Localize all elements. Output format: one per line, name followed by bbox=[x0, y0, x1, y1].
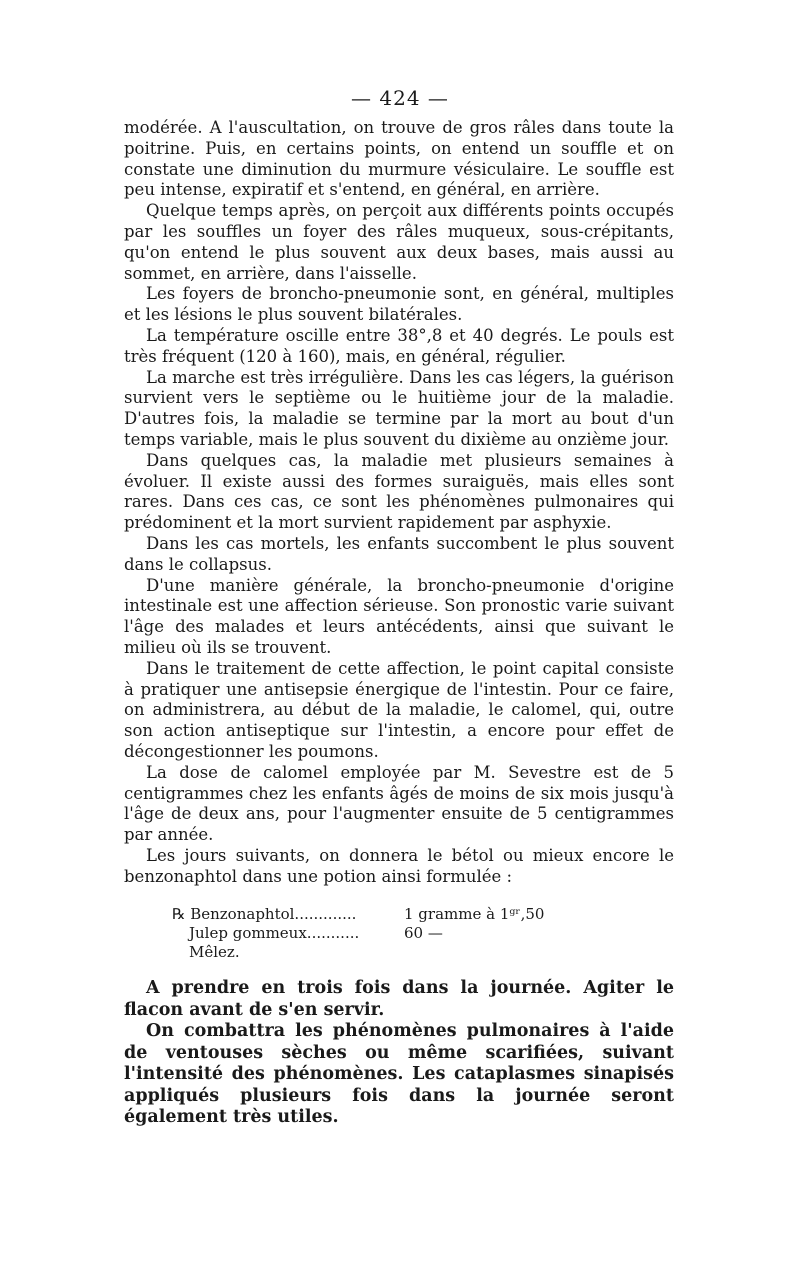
paragraph: A prendre en trois fois dans la journée. Agiter le flacon avant de s'en servir. bbox=[124, 978, 674, 1020]
paragraph: Dans le traitement de cette affection, le point capital consiste à pratiquer une antisepsie énergique de l'intestin. Pour ce faire, on administrera, au début de la maladie, le calomel, qui, outre son action antiseptique sur l'intestin, a encore pour effet de décongestionner les poumons. bbox=[124, 658, 674, 761]
paragraph: La dose de calomel employée par M. Sevestre est de 5 centigrammes chez les enfants âgés de moins de six mois jusqu'à l'âge de deux ans, pour l'augmenter ensuite de 5 centigrammes par année. bbox=[124, 762, 674, 845]
page-number: — 424 — bbox=[351, 86, 449, 110]
prescription-formula bbox=[172, 905, 674, 962]
formula-mix-instruction: Mêlez. bbox=[189, 943, 240, 962]
paragraph: Les foyers de broncho-pneumonie sont, en général, multiples et les lésions le plus souvent bilatérales. bbox=[124, 284, 674, 325]
paragraph: On combattra les phénomènes pulmonaires à l'aide de ventouses sèches ou même scarifiées, suivant l'intensité des phénomènes. Les cataplasmes sinapisés appliqués plusieurs fois dans la journée seront également très utiles. bbox=[124, 1021, 674, 1128]
paragraph: Dans les cas mortels, les enfants succombent le plus souvent dans le collapsus. bbox=[124, 533, 674, 574]
paragraph: La température oscille entre 38°,8 et 40 degrés. Le pouls est très fréquent (120 à 160), mais, en général, régulier. bbox=[124, 325, 674, 366]
paragraph: Quelque temps après, on perçoit aux différents points occupés par les souffles un foyer des râles muqueux, sous-crépitants, qu'on entend le plus souvent aux deux bases, mais aussi au sommet, en arrière, dans l'aisselle. bbox=[124, 201, 674, 283]
formula-row bbox=[172, 905, 674, 924]
formula-quantity: 60 — bbox=[404, 924, 443, 943]
formula-ingredient: Julep gommeux........... bbox=[189, 924, 360, 943]
formula-quantity: 1 gramme à 1ᵍʳ,50 bbox=[404, 905, 545, 924]
formula-ingredient: ℞ Benzonaphtol............. bbox=[172, 905, 357, 924]
body-text bbox=[124, 118, 674, 1129]
paragraph: La marche est très irrégulière. Dans les cas légers, la guérison survient vers le septième ou le huitième jour de la maladie. D'autres fois, la maladie se termine par la mort au bout d'un temps variable, mais le plus souvent du dixième au onzième jour. bbox=[124, 367, 674, 449]
formula-row bbox=[172, 924, 674, 943]
paragraph: modérée. A l'auscultation, on trouve de gros râles dans toute la poitrine. Puis, en certains points, on entend un souffle et on constate une diminution du murmure vésiculaire. Le souffle est peu intense, expiratif et s'entend, en général, en arrière. bbox=[124, 118, 674, 200]
paragraph: Les jours suivants, on donnera le bétol ou mieux encore le benzonaphtol dans une potion ainsi formulée : bbox=[124, 845, 674, 886]
paragraph: Dans quelques cas, la maladie met plusieurs semaines à évoluer. Il existe aussi des formes suraiguës, mais elles sont rares. Dans ces cas, ce sont les phénomènes pulmonaires qui prédominent et la mort survient rapidement par asphyxie. bbox=[124, 450, 674, 533]
paragraph: D'une manière générale, la broncho-pneumonie d'origine intestinale est une affection sérieuse. Son pronostic varie suivant l'âge des malades et leurs antécédents, ainsi que suivant le milieu où ils se trouvent. bbox=[124, 575, 674, 657]
